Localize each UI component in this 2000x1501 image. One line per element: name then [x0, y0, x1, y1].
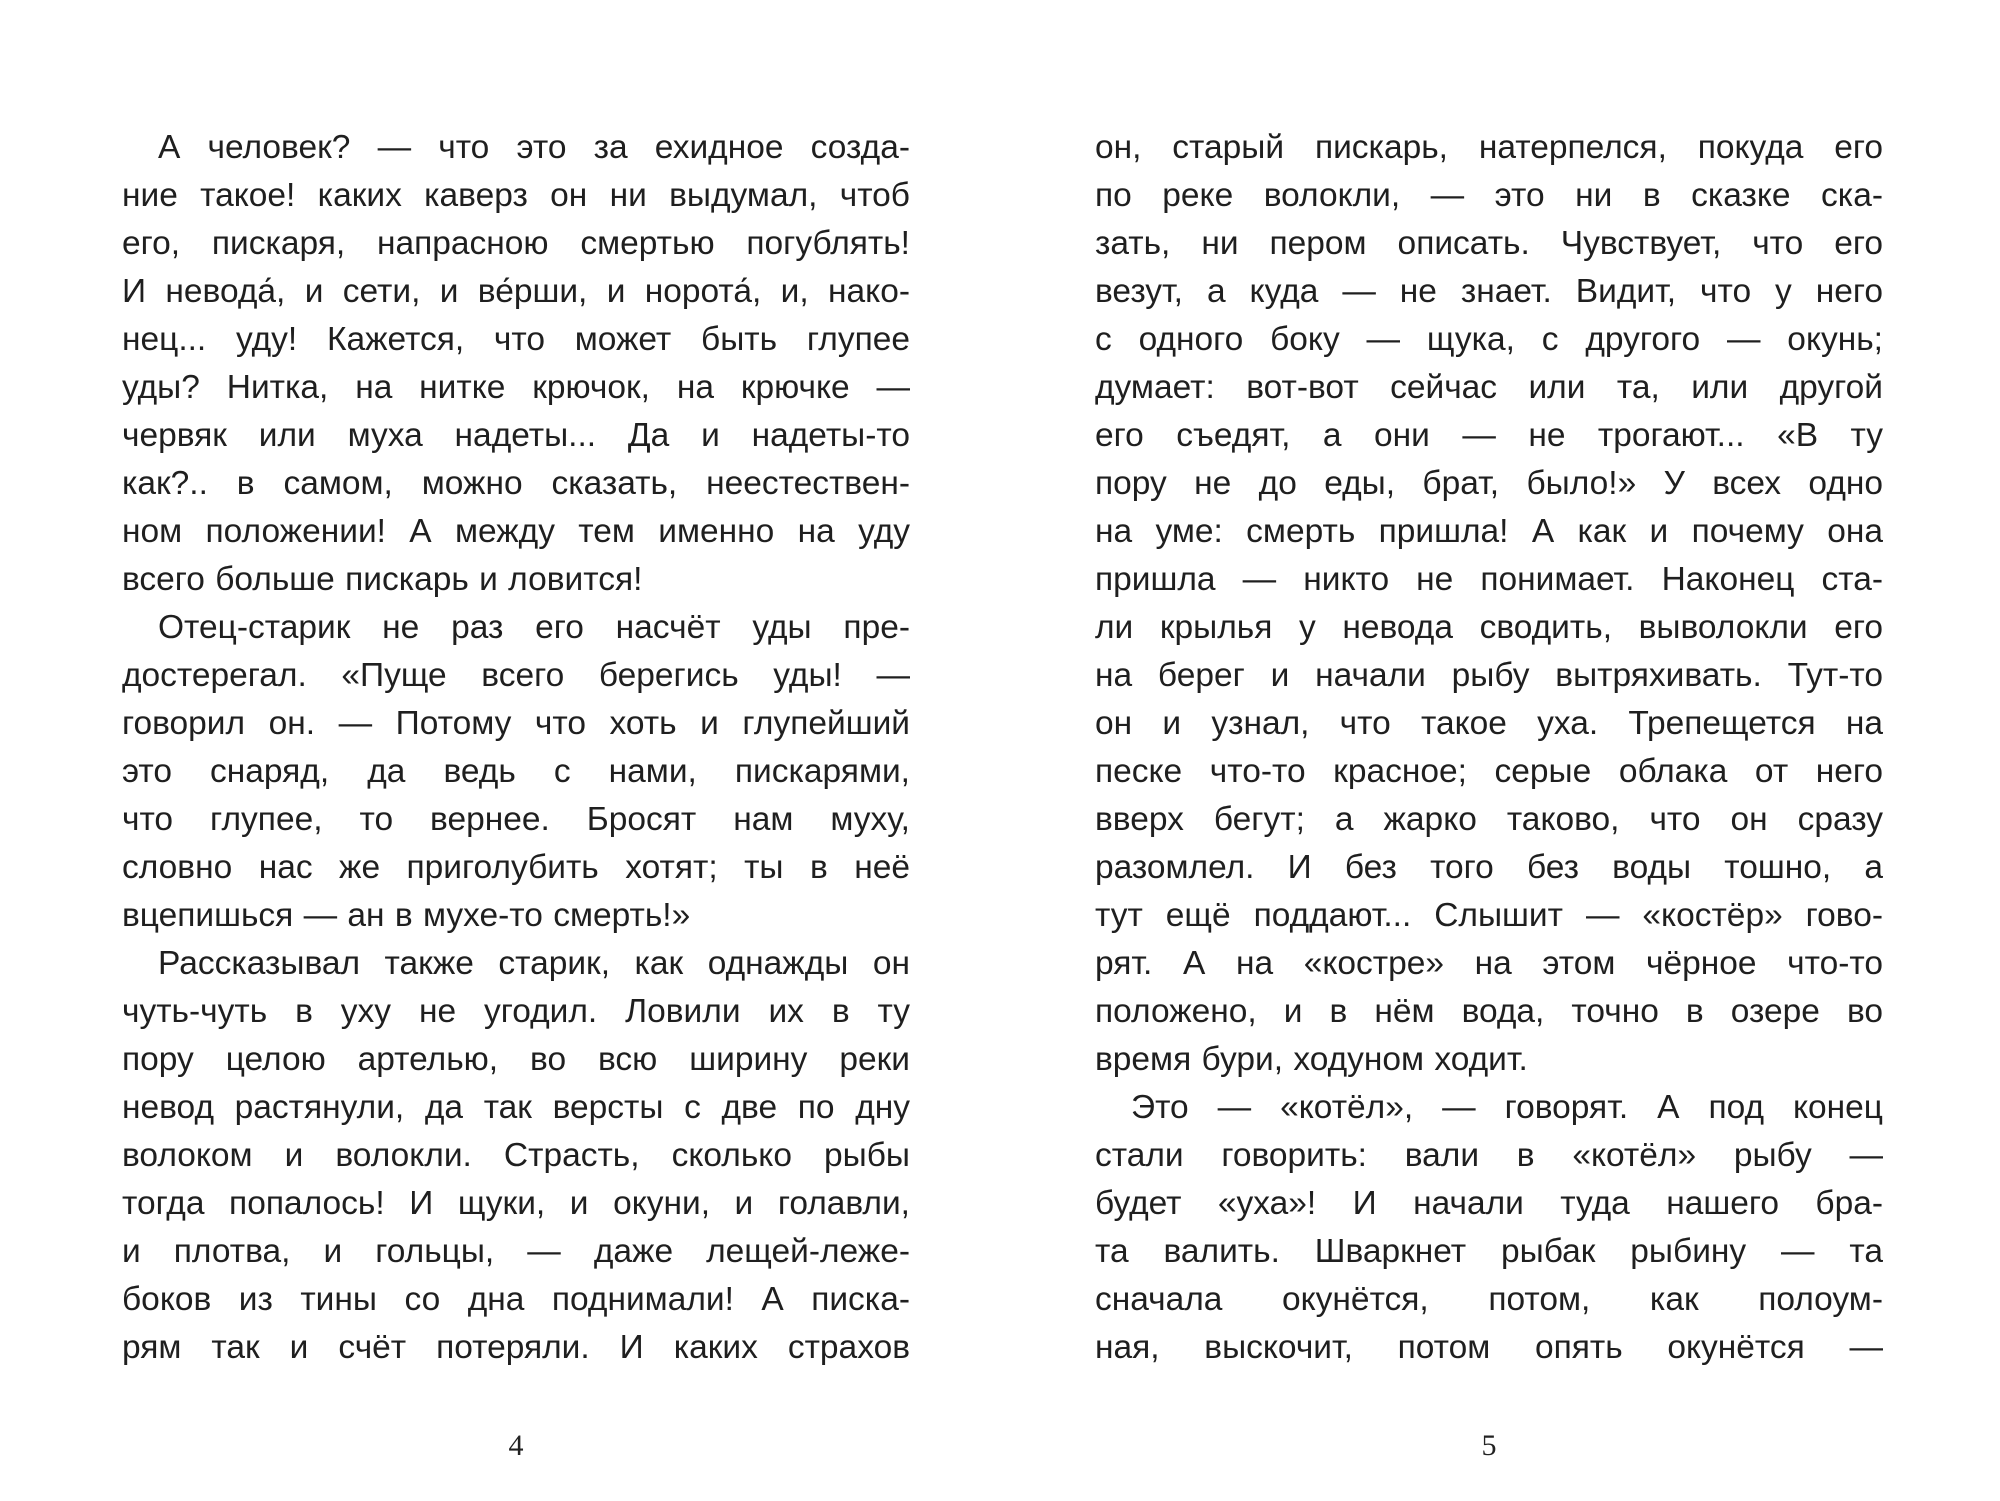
book-gutter [1000, 0, 1001, 1501]
text-line: та валить. Шваркнет рыбак рыбину — та [1095, 1233, 1883, 1270]
text-line: ли крылья у невода сводить, выволокли его [1095, 609, 1883, 646]
text-line: боков из тины со дна поднимали! А писка- [122, 1281, 910, 1318]
right-page [1095, 124, 1883, 1464]
text-line: волоком и волокли. Страсть, сколько рыбы [122, 1137, 910, 1174]
text-line: положено, и в нём вода, точно в озере во [1095, 993, 1883, 1030]
text-line: Отец-старик не раз его насчёт уды пре- [158, 609, 910, 646]
left-page [122, 124, 910, 1464]
text-line: вцепишься — ан в мухе-то смерть!» [122, 897, 691, 934]
text-line: песке что-то красное; серые облака от него [1095, 753, 1883, 790]
text-line: ном положении! А между тем именно на уду [122, 513, 910, 550]
text-line: ная, выскочит, потом опять окунётся — [1095, 1329, 1883, 1366]
text-line: И невода́, и сети, и ве́рши, и норота́, и, нако- [122, 273, 910, 310]
text-line: время бури, ходуном ходит. [1095, 1041, 1528, 1078]
text-line: А человек? — что это за ехидное созда- [158, 129, 910, 166]
text-line: Рассказывал также старик, как однажды он [158, 945, 910, 982]
text-line: с одного боку — щука, с другого — окунь; [1095, 321, 1883, 358]
text-line: нец... уду! Кажется, что может быть глупее [122, 321, 910, 358]
text-line: это снаряд, да ведь с нами, пискарями, [122, 753, 910, 790]
text-line: Это — «котёл», — говорят. А под конец [1131, 1089, 1883, 1126]
text-line: достерегал. «Пуще всего берегись уды! — [122, 657, 910, 694]
text-line: везут, а куда — не знает. Видит, что у него [1095, 273, 1883, 310]
text-line: на берег и начали рыбу вытряхивать. Тут-то [1095, 657, 1883, 694]
text-line: на уме: смерть пришла! А как и почему она [1095, 513, 1883, 550]
text-line: тогда попалось! И щуки, и окуни, и голавли, [122, 1185, 910, 1222]
text-line: пору не до еды, брат, было!» У всех одно [1095, 465, 1883, 502]
text-line: ние такое! каких каверз он ни выдумал, чтоб [122, 177, 910, 214]
text-line: стали говорить: вали в «котёл» рыбу — [1095, 1137, 1883, 1174]
text-line: по реке волокли, — это ни в сказке ска- [1095, 177, 1883, 214]
text-line: разомлел. И без того без воды тошно, а [1095, 849, 1883, 886]
text-line: пришла — никто не понимает. Наконец ста- [1095, 561, 1883, 598]
text-line: уды? Нитка, на нитке крючок, на крючке — [122, 369, 910, 406]
left-page-number: 4 [508, 1429, 524, 1462]
text-line: рям так и счёт потеряли. И каких страхов [122, 1329, 910, 1366]
text-line: всего больше пискарь и ловится! [122, 561, 643, 598]
right-page-number: 5 [1481, 1429, 1497, 1462]
text-line: невод растянули, да так версты с две по дну [122, 1089, 910, 1126]
text-line: его, пискаря, напрасною смертью погублять! [122, 225, 910, 262]
text-line: зать, ни пером описать. Чувствует, что его [1095, 225, 1883, 262]
right-page-text [1095, 124, 1883, 1372]
text-line: словно нас же приголубить хотят; ты в неё [122, 849, 910, 886]
text-line: чуть-чуть в уху не угодил. Ловили их в ту [122, 993, 910, 1030]
text-line: рят. А на «костре» на этом чёрное что-то [1095, 945, 1883, 982]
text-line: как?.. в самом, можно сказать, неестествен- [122, 465, 910, 502]
text-line: вверх бегут; а жарко таково, что он сразу [1095, 801, 1883, 838]
text-line: пору целою артелью, во всю ширину реки [122, 1041, 910, 1078]
left-page-text [122, 124, 910, 1372]
text-line: говорил он. — Потому что хоть и глупейший [122, 705, 910, 742]
text-line: думает: вот-вот сейчас или та, или другой [1095, 369, 1883, 406]
text-line: он, старый пискарь, натерпелся, покуда его [1095, 129, 1883, 166]
text-line: его съедят, а они — не трогают... «В ту [1095, 417, 1883, 454]
text-line: червяк или муха надеты... Да и надеты-то [122, 417, 910, 454]
text-line: и плотва, и гольцы, — даже лещей-леже- [122, 1233, 910, 1270]
text-line: будет «уха»! И начали туда нашего бра- [1095, 1185, 1883, 1222]
text-line: он и узнал, что такое уха. Трепещется на [1095, 705, 1883, 742]
text-line: что глупее, то вернее. Бросят нам муху, [122, 801, 910, 838]
text-line: сначала окунётся, потом, как полоум- [1095, 1281, 1883, 1318]
text-line: тут ещё поддают... Слышит — «костёр» гово- [1095, 897, 1883, 934]
